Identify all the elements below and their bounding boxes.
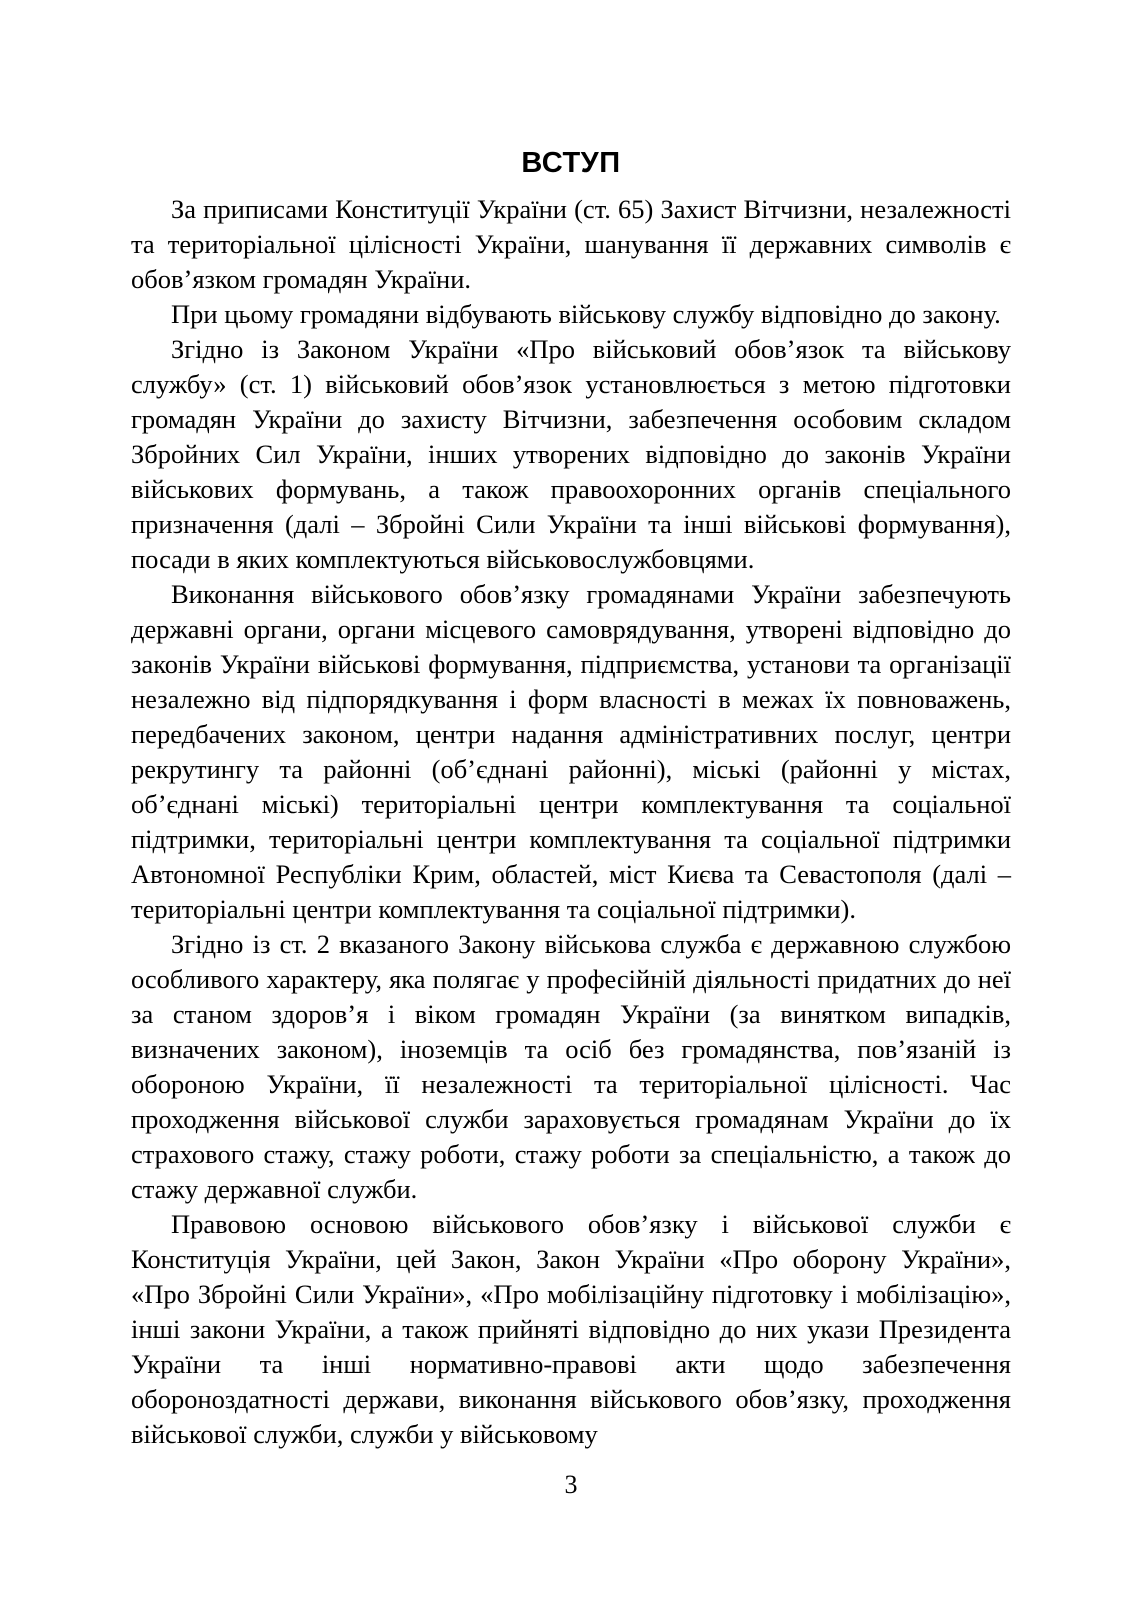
paragraph: При цьому громадяни відбувають військову службу відповідно до закону. (171, 299, 1001, 329)
page-number: 3 (564, 1470, 578, 1499)
body-text-column (131, 192, 1011, 1452)
page-title: ВСТУП (521, 147, 621, 180)
paragraph: Згідно із ст. 2 вказаного Закону військова служба є державною службою особливого характеру, яка полягає у професійній діяльності придатних до неї за станом здоров’я і віком громадян України (за винятком випадків, визначених законом), іноземців та осіб без громадянства, пов’язаній із обороною України, її незалежності та територіальної цілісності. Час проходження військової служби зараховується громадянам України до їх страхового стажу, стажу роботи, стажу роботи за спеціальністю, а також до стажу державної служби. (131, 929, 1011, 1204)
paragraph: Правовою основою військового обов’язку і військової служби є Конституція України, цей Закон, Закон України «Про оборону України», «Про Збройні Сили України», «Про мобілізаційну підготовку і мобілізацію», інші закони України, а також прийняті відповідно до них укази Президента України та інші нормативно-правові акти щодо забезпечення обороноздатності держави, виконання військового обов’язку, проходження військової служби, служби у військовому (131, 1209, 1011, 1449)
paragraph: Згідно із Законом України «Про військовий обов’язок та військову службу» (ст. 1) військовий обов’язок установлюється з метою підготовки громадян України до захисту Вітчизни, забезпечення особовим складом Збройних Сил України, інших утворених відповідно до законів України військових формувань, а також правоохоронних органів спеціального призначення (далі – Збройні Сили України та інші військові формування), посади в яких комплектуються військовослужбовцями. (131, 334, 1011, 574)
paragraph: За приписами Конституції України (ст. 65) Захист Вітчизни, незалежності та територіальної цілісності України, шанування її державних символів є обов’язком громадян України. (131, 194, 1011, 294)
paragraph: Виконання військового обов’язку громадянами України забезпечують державні органи, органи місцевого самоврядування, утворені відповідно до законів України військові формування, підприємства, установи та організації незалежно від підпорядкування і форм власності в межах їх повноважень, передбачених законом, центри надання адміністративних послуг, центри рекрутингу та районні (об’єднані районні), міські (районні у містах, об’єднані міські) територіальні центри комплектування та соціальної підтримки, територіальні центри комплектування та соціальної підтримки Автономної Республіки Крим, областей, міст Києва та Севастополя (далі – територіальні центри комплектування та соціальної підтримки). (131, 579, 1011, 924)
